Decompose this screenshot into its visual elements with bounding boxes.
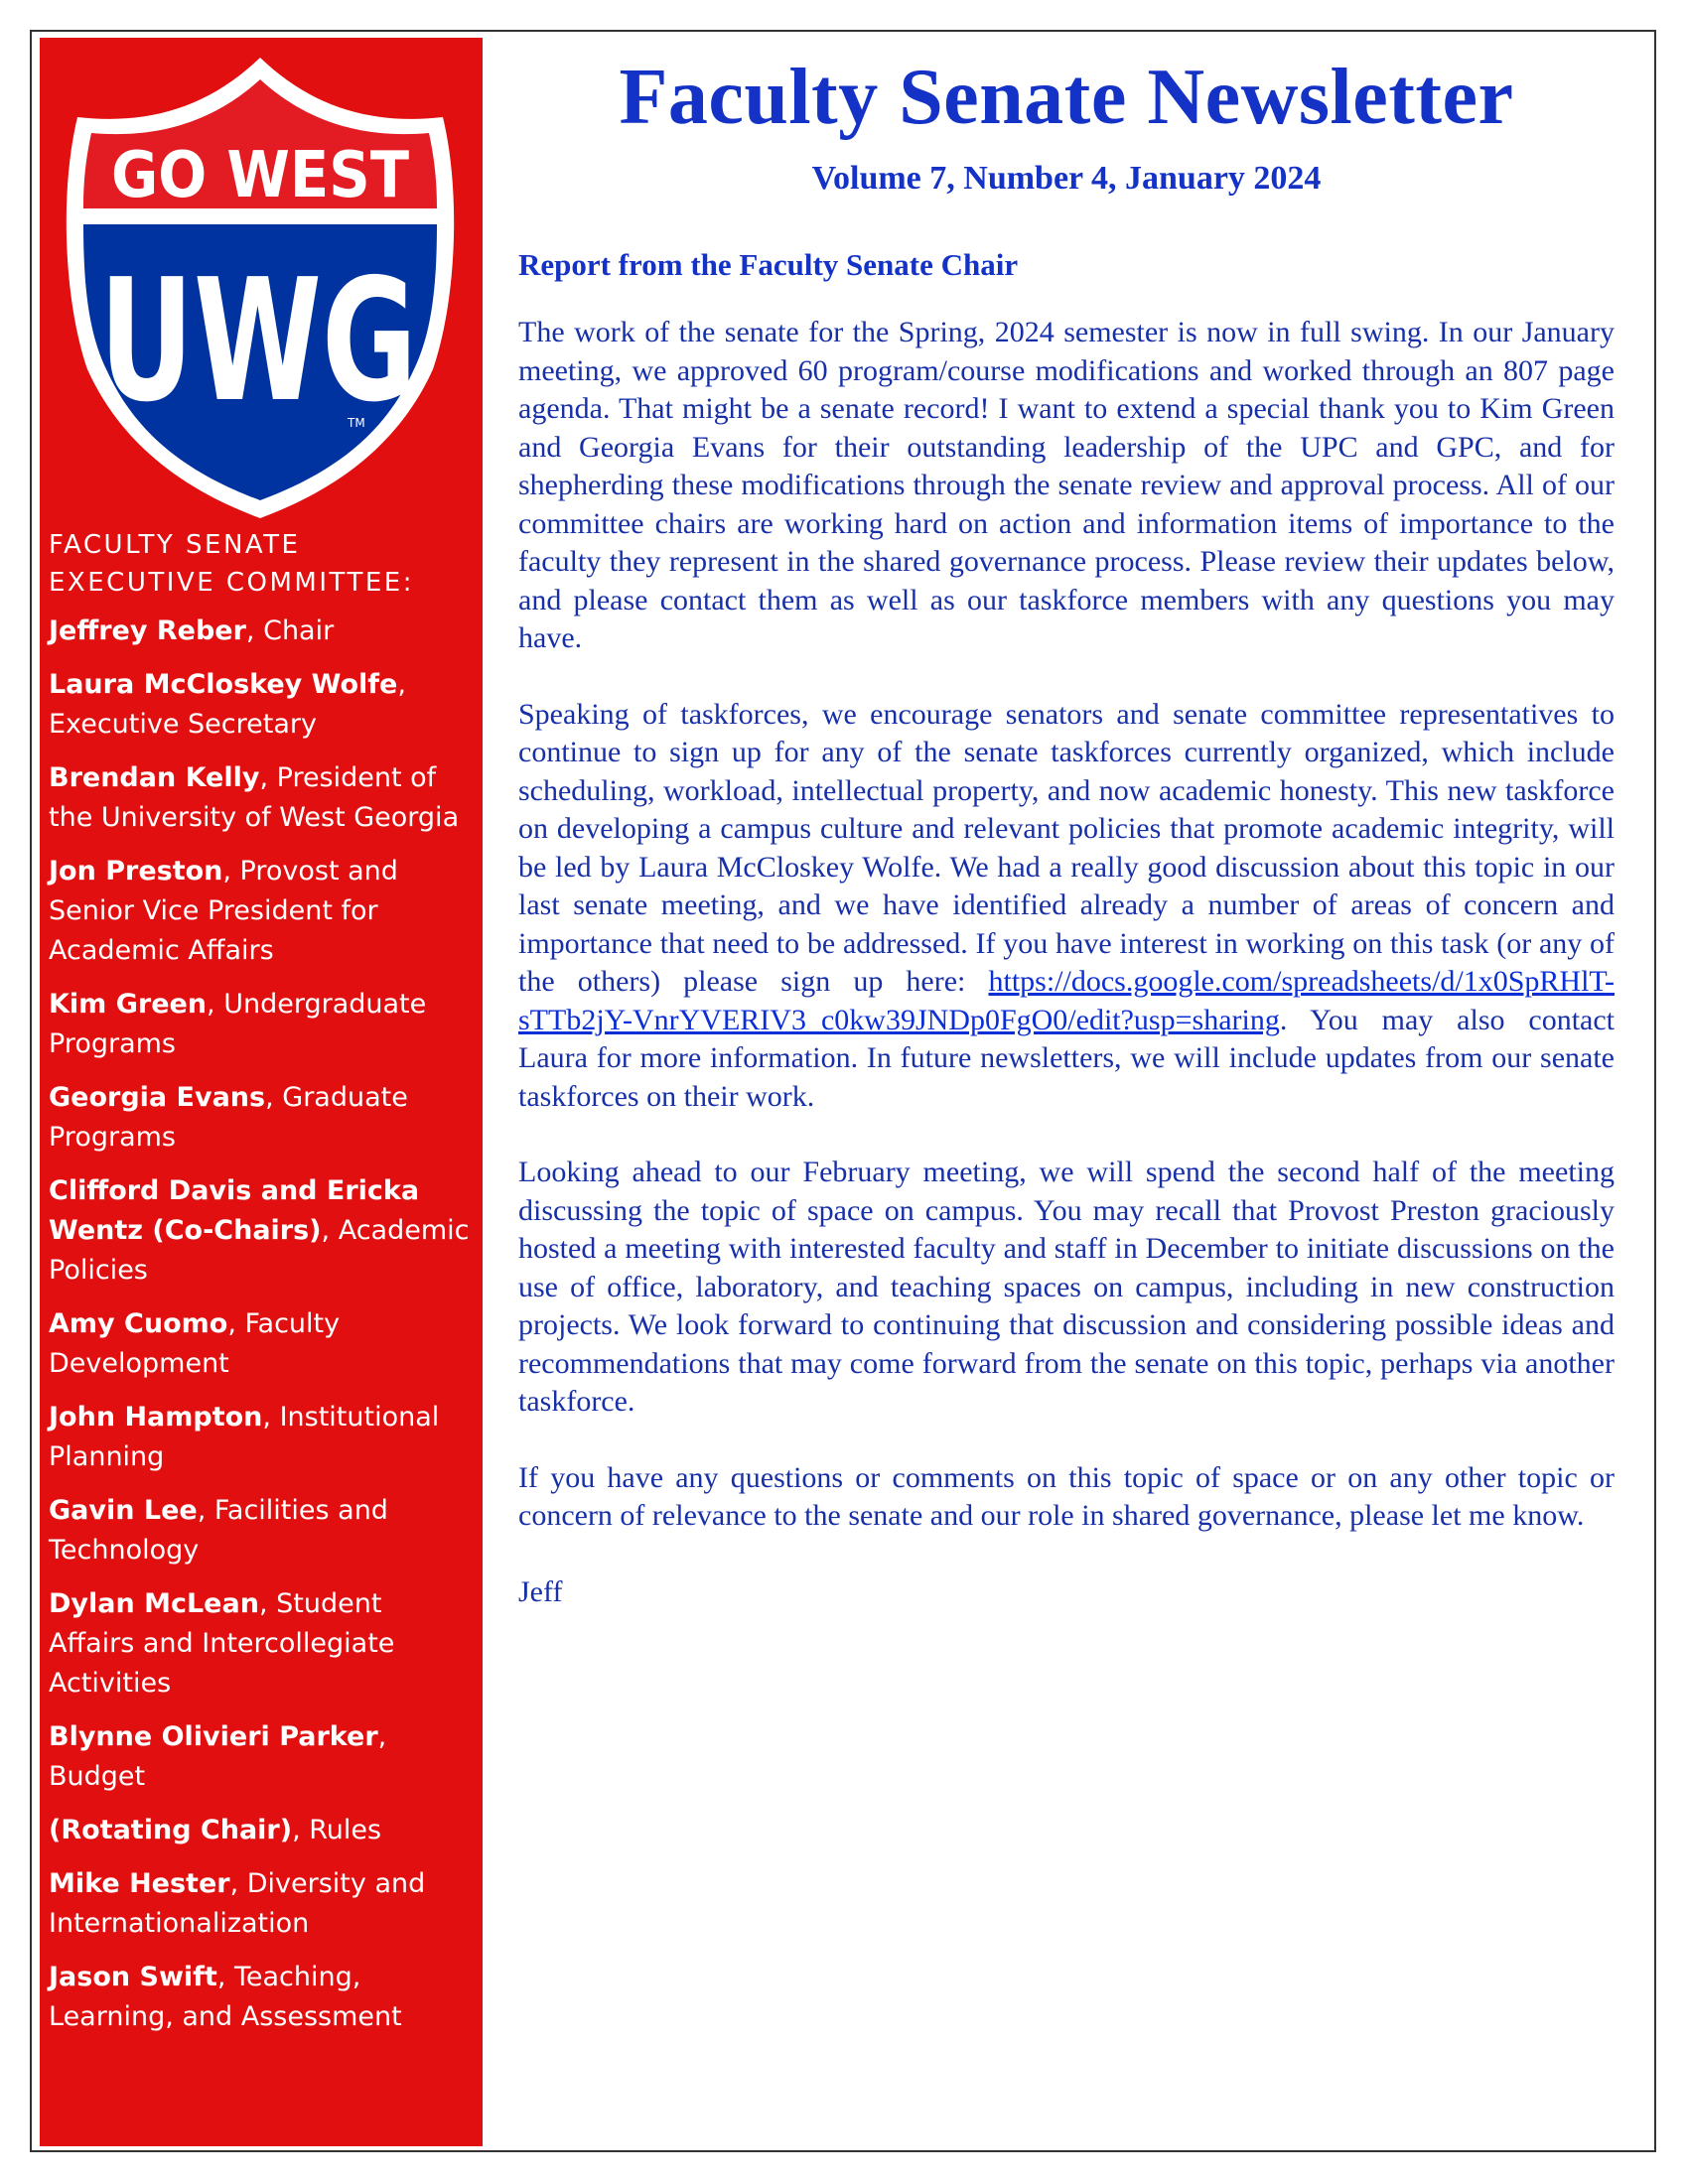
member-role: , Graduate Programs: [49, 1082, 408, 1153]
committee-member: [49, 1584, 476, 1704]
committee-member: [49, 1717, 476, 1797]
member-role: , Faculty Development: [49, 1308, 341, 1379]
volume-line: Volume 7, Number 4, January 2024: [811, 160, 1322, 197]
logo-main-text: UWG: [99, 243, 417, 440]
member-list: [49, 612, 476, 2037]
member-name: (Rotating Chair): [49, 1815, 293, 1845]
member-name: Georgia Evans: [49, 1082, 266, 1113]
taskforce-signup-link[interactable]: https://docs.google.com/spreadsheets/d/1x0SpRHlT-sTTb2jY-VnrYVERIV3_c0kw39JNDp0FgO0/edit?usp=sharing: [518, 965, 1615, 1036]
committee-title-line2: EXECUTIVE COMMITTEE:: [49, 568, 414, 598]
paragraph-2-text-after: . You may also contact Laura for more information. In future newsletters, we will include updates from our senate taskforces on their work.: [518, 1003, 1615, 1113]
member-name: John Hampton: [49, 1402, 263, 1433]
committee-member: [49, 758, 476, 838]
newsletter-main: [518, 50, 1615, 1611]
committee-member: [49, 1304, 476, 1384]
committee-member: [49, 1811, 476, 1850]
committee-member: [49, 1491, 476, 1570]
member-role: , Academic Policies: [49, 1215, 470, 1286]
paragraph-2-text-before: Speaking of taskforces, we encourage senators and senate committee representatives to continue to sign up for any of the senate taskforces currently organized, which include scheduling, workload, intellectual property, and now academic honesty. This new taskforce on developing a campus culture and relevant policies that promote academic integrity, will be led by Laura McCloskey Wolfe. We had a really good discussion about this topic in our last senate meeting, and we have identified already a number of areas of concern and importance that need to be addressed. If you have interest in working on this task (or any of the others) please sign up here:: [518, 697, 1615, 998]
committee-member: [49, 985, 476, 1064]
signoff: Jeff: [518, 1574, 563, 1608]
member-name: Amy Cuomo: [49, 1308, 228, 1339]
member-role: , President of the University of West Georgia: [49, 762, 460, 833]
member-role: , Executive Secretary: [49, 669, 406, 740]
member-role: , Teaching, Learning, and Assessment: [49, 1962, 402, 2032]
committee-title: [49, 526, 476, 602]
member-role: , Institutional Planning: [49, 1402, 440, 1472]
paragraph-3: Looking ahead to our February meeting, we will spend the second half of the meeting discussing the topic of space on campus. You may recall that Provost Preston graciously hosted a meeting with interested faculty and staff in December to initiate discussions on the use of office, laboratory, and teaching spaces on campus, including in new construction projects. We look forward to continuing that discussion and considering possible ideas and recommendations that may come forward from the senate on this topic, perhaps via another taskforce.: [518, 1156, 1615, 1418]
committee-member: [49, 1171, 476, 1291]
member-name: Dylan McLean: [49, 1588, 259, 1619]
member-name: Kim Green: [49, 989, 208, 1020]
member-name: Brendan Kelly: [49, 762, 260, 793]
logo-trademark: TM: [348, 416, 365, 430]
member-name: Jeffrey Reber: [49, 615, 246, 646]
uwg-go-west-logo: [60, 52, 461, 522]
member-role: , Student Affairs and Intercollegiate Activities: [49, 1588, 395, 1699]
member-name: Jason Swift: [49, 1962, 217, 1992]
committee-title-line1: FACULTY SENATE: [49, 530, 301, 560]
member-name: Mike Hester: [49, 1868, 230, 1899]
member-name: Gavin Lee: [49, 1495, 198, 1526]
committee-member: [49, 1958, 476, 2037]
committee-member: [49, 665, 476, 745]
sidebar: [40, 38, 483, 2146]
member-role: , Rules: [292, 1815, 382, 1845]
paragraph-4: If you have any questions or comments on this topic of space or on any other topic or concern of relevance to the senate and our role in shared governance, please let me know.: [518, 1460, 1615, 1532]
member-role: , Facilities and Technology: [49, 1495, 388, 1566]
paragraph-2: [518, 696, 1615, 1117]
section-heading: Report from the Faculty Senate Chair: [518, 247, 1019, 282]
paragraph-1: The work of the senate for the Spring, 2024 semester is now in full swing. In our January meeting, we approved 60 program/course modifications and worked through an 807 page agenda. That might be a senate record! I want to extend a special thank you to Kim Green and Georgia Evans for their outstanding leadership of the UPC and GPC, and for shepherding these modifications through the senate review and approval process. All of our committee chairs are working hard on action and information items of importance to the faculty they represent in the shared governance process. Please review their updates below, and please contact them as well as our taskforce members with any questions you may have.: [518, 316, 1615, 654]
logo-top-text: GO WEST: [111, 139, 410, 212]
member-role: , Diversity and Internationalization: [49, 1868, 426, 1939]
member-role: , Provost and Senior Vice President for Academic Affairs: [49, 856, 398, 966]
member-name: Jon Preston: [49, 856, 223, 887]
member-name: Blynne Olivieri Parker: [49, 1721, 378, 1752]
committee-member: [49, 612, 476, 651]
executive-committee: [49, 526, 476, 2051]
committee-member: [49, 1078, 476, 1158]
committee-member: [49, 1398, 476, 1477]
committee-member: [49, 852, 476, 971]
member-role: , Chair: [245, 615, 335, 646]
member-role: , Undergraduate Programs: [49, 989, 427, 1059]
member-name: Clifford Davis and Ericka Wentz (Co-Chairs): [49, 1175, 420, 1246]
newsletter-title: Faculty Senate Newsletter: [619, 54, 1514, 141]
member-name: Laura McCloskey Wolfe: [49, 669, 398, 700]
member-role: , Budget: [49, 1721, 387, 1792]
committee-member: [49, 1864, 476, 1944]
